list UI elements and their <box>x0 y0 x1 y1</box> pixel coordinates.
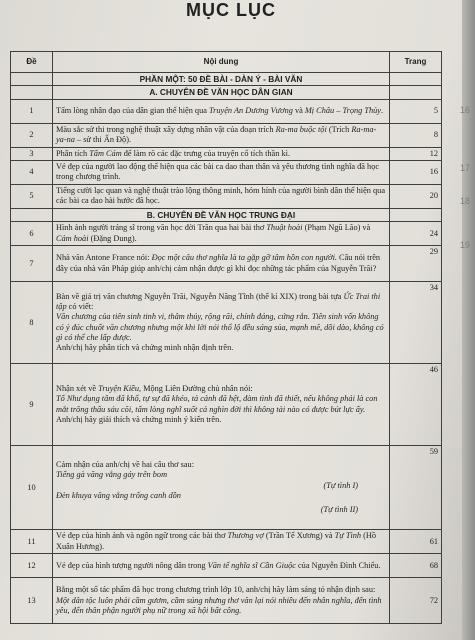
row-number: 6 <box>11 222 53 246</box>
row-content: Vẻ đẹp của hình tượng người nông dân trong Văn tế nghĩa sĩ Cần Giuộc của Nguyễn Đình Chiểu. <box>53 554 390 578</box>
table-row <box>11 222 442 246</box>
section-heading-row <box>11 208 442 221</box>
row-number: 13 <box>11 578 53 624</box>
table-row <box>11 123 442 147</box>
row-number: 7 <box>11 246 53 282</box>
row-page: 16 <box>390 160 442 184</box>
row-number: 10 <box>11 446 53 530</box>
table-row <box>11 282 442 364</box>
row-number: 8 <box>11 282 53 364</box>
table-row <box>11 578 442 624</box>
row-page: 8 <box>390 123 442 147</box>
table-row <box>11 530 442 554</box>
row-number: 2 <box>11 123 53 147</box>
next-page-edge <box>462 0 475 640</box>
row-content: Tiếng cười lạc quan và nghệ thuật trào lộng thông minh, hóm hỉnh của người bình dân thể hiện qua các bài ca dao hài hước đã học. <box>53 184 390 208</box>
table-row <box>11 160 442 184</box>
row-page: 59 <box>390 446 442 530</box>
row-content: Vẻ đẹp của hình ảnh và ngôn ngữ trong các bài thơ Thương vợ (Trần Tế Xương) và Tự Tình (Hồ Xuân Hương). <box>53 530 390 554</box>
row-content: Cảm nhận của anh/chị về hai câu thơ sau: Tiếng gà văng vẳng gáy trên bom (Tự tình I) Đèn khuya văng vẳng trống canh dồn (Tự tình II) <box>53 446 390 530</box>
row-content: Nhận xét về Truyện Kiều, Mộng Liên Đường chủ nhân nói: Tố Như dụng tâm đã khổ, tự sự đã khéo, tả cảnh đã hệt, đàm tình đã thiết, nếu không phải là con mắt trông thấu sáu cõi, tấm lòng nghĩ suốt cả nghìn đời thì không tài nào có được bút lực ấy. Anh/chị hãy giải thích và chứng minh ý kiến trên. <box>53 364 390 446</box>
table-row <box>11 147 442 160</box>
table-row <box>11 246 442 282</box>
row-page: 5 <box>390 99 442 123</box>
section-b-heading: B. CHUYÊN ĐỀ VĂN HỌC TRUNG ĐẠI <box>53 208 390 221</box>
row-page: 12 <box>390 147 442 160</box>
table-row <box>11 99 442 123</box>
row-content: Vẻ đẹp của người lao động thể hiện qua các bài ca dao than thân và yêu thương tình nghĩa đã học trong chương trình. <box>53 160 390 184</box>
row-page: 61 <box>390 530 442 554</box>
row-page: 46 <box>390 364 442 446</box>
row-page: 72 <box>390 578 442 624</box>
margin-number: 16 <box>460 105 471 115</box>
row-page: 68 <box>390 554 442 578</box>
row-number: 11 <box>11 530 53 554</box>
row-content: Nhà văn Antone France nói: Đọc một câu thơ nghĩa là ta gặp gỡ tâm hồn con người. Câu nói trên đây của nhà văn Pháp giúp anh/chị cảm nhận được gì khi đọc những tác phẩm của Nguyễn Trãi? <box>53 246 390 282</box>
header-content: Nội dung <box>53 52 390 73</box>
row-number: 1 <box>11 99 53 123</box>
table-row <box>11 184 442 208</box>
table-row <box>11 446 442 530</box>
margin-number: 19 <box>460 240 471 250</box>
row-number: 9 <box>11 364 53 446</box>
part-heading-row <box>11 73 442 86</box>
margin-number: 18 <box>460 196 471 206</box>
part-one-heading: PHẦN MỘT: 50 ĐỀ BÀI - DÀN Ý - BÀI VĂN <box>53 73 390 86</box>
section-heading-row <box>11 86 442 99</box>
page-title: MỤC LỤC <box>186 0 276 20</box>
row-page: 34 <box>390 282 442 364</box>
section-a-heading: A. CHUYÊN ĐỀ VĂN HỌC DÂN GIAN <box>53 86 390 99</box>
row-number: 12 <box>11 554 53 578</box>
row-page: 24 <box>390 222 442 246</box>
row-content: Bằng một số tác phẩm đã học trong chương trình lớp 10, anh/chị hãy làm sáng tỏ nhận định sau: Một dân tộc luôn phải cầm gươm, cầm súng nhưng thơ văn lại nói nhiều đến nhân nghĩa, đến tình yêu, đến thân phận người phụ nữ trong xã hội bất công. <box>53 578 390 624</box>
table-row <box>11 554 442 578</box>
table-header-row <box>11 52 442 73</box>
margin-number: 17 <box>460 163 471 173</box>
row-content: Hình ảnh người tráng sĩ trong văn học đời Trần qua hai bài thơ Thuật hoài (Phạm Ngũ Lão) và Cảm hoài (Đặng Dung). <box>53 222 390 246</box>
table-of-contents <box>10 51 442 624</box>
row-content: Bàn về giá trị văn chương Nguyễn Trãi, Nguyễn Năng Tĩnh (thế kỉ XIX) trong bài tựa Ức Trai thi tập có viết: Văn chương của tiên sinh tinh vi, thâm thúy, rộng rãi, chính đáng, cứng rắn. Tiên sinh vốn không có ý đúc chuốt văn chương nhưng một khi lời nói thổ lộ đều sáng sủa, mạnh mẽ, dồi dào, không có gì có thể che lấp được. Anh/chị hãy phân tích và chứng minh nhận định trên. <box>53 282 390 364</box>
row-page: 29 <box>390 246 442 282</box>
row-number: 4 <box>11 160 53 184</box>
row-content: Phân tích Tấm Cám để làm rõ các đặc trưng của truyện cổ tích thần kì. <box>53 147 390 160</box>
header-num: Đề <box>11 52 53 73</box>
row-number: 5 <box>11 184 53 208</box>
header-page: Trang <box>390 52 442 73</box>
row-page: 20 <box>390 184 442 208</box>
table-row <box>11 364 442 446</box>
row-content: Màu sắc sử thi trong nghệ thuật xây dựng nhân vật của đoạn trích Ra-ma buộc tội (Trích Ra-ma-ya-na – sử thi Ấn Độ). <box>53 123 390 147</box>
row-number: 3 <box>11 147 53 160</box>
row-content: Tấm lòng nhân đạo của dân gian thể hiện qua Truyện An Dương Vương và Mị Châu – Trọng Thủy. <box>53 99 390 123</box>
